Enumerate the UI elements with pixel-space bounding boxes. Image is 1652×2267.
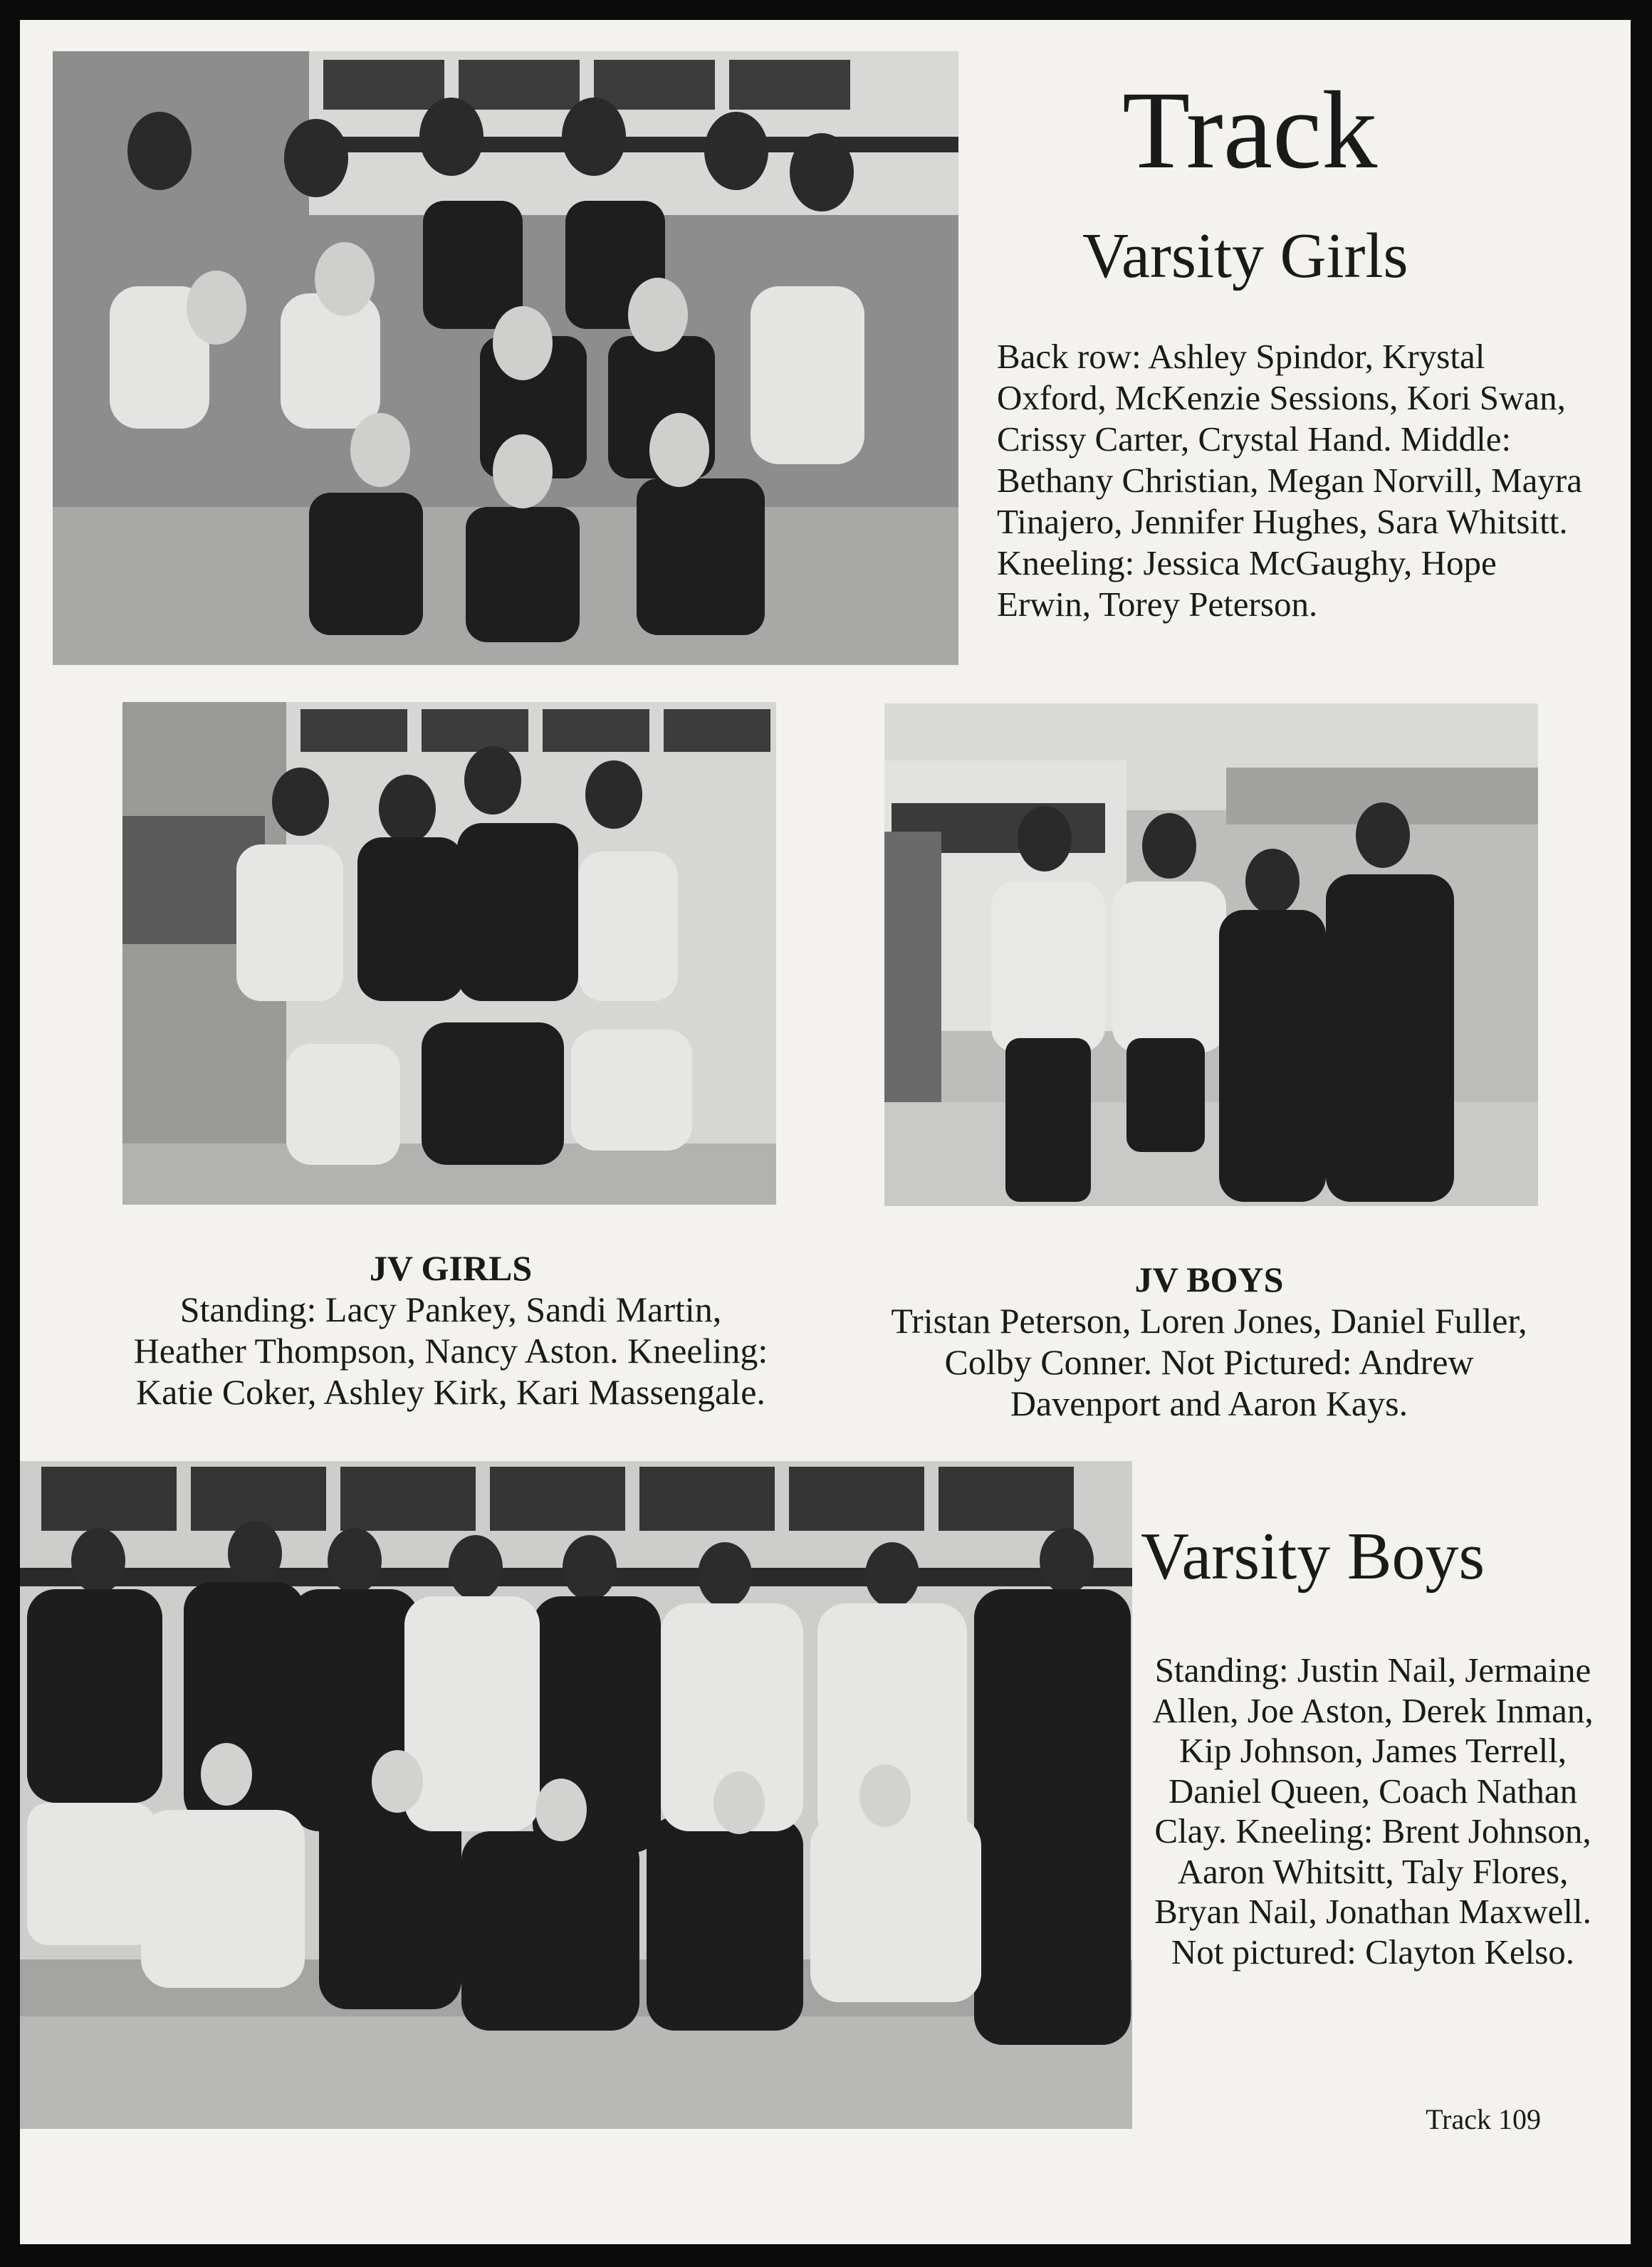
varsity-girls-heading: Varsity Girls — [1082, 221, 1408, 291]
jv-girls-caption: Standing: Lacy Pankey, Sandi Martin, Heather Thompson, Nancy Aston. Kneeling: Katie Coker, Ashley Kirk, Kari Massengale. — [133, 1289, 768, 1412]
jv-boys-photo — [884, 703, 1538, 1206]
varsity-girls-photo — [53, 51, 958, 665]
jv-boys-caption-block — [889, 1259, 1530, 1424]
varsity-girls-caption: Back row: Ashley Spindor, Krystal Oxford, McKenzie Sessions, Kori Swan, Crissy Carter, Crystal Hand. Middle: Bethany Christian, Megan Norvill, Mayra Tinajero, Jennifer Hughes, Sara Whitsitt. Kneeling: Jessica McGaughy, Hope Erwin, Torey Peterson. — [997, 337, 1582, 624]
jv-girls-heading: JV GIRLS — [369, 1248, 533, 1288]
varsity-boys-photo — [20, 1461, 1132, 2129]
page-number: Track 109 — [1426, 2103, 1541, 2135]
page-title: Track — [1122, 68, 1378, 192]
yearbook-page — [20, 20, 1631, 2244]
jv-girls-caption-block — [120, 1247, 782, 1413]
jv-boys-heading: JV BOYS — [1134, 1260, 1284, 1299]
jv-girls-photo — [122, 702, 776, 1205]
varsity-boys-heading: Varsity Boys — [1141, 1519, 1485, 1593]
jv-boys-caption: Tristan Peterson, Loren Jones, Daniel Fuller, Colby Conner. Not Pictured: Andrew Davenport and Aaron Kays. — [891, 1301, 1527, 1423]
varsity-boys-caption: Standing: Justin Nail, Jermaine Allen, Joe Aston, Derek Inman, Kip Johnson, James Terrell, Daniel Queen, Coach Nathan Clay. Kneeling: Brent Johnson, Aaron Whitsitt, Taly Flores, Bryan Nail, Jonathan Maxwell. Not pictured: Clayton Kelso. — [1152, 1650, 1594, 1972]
